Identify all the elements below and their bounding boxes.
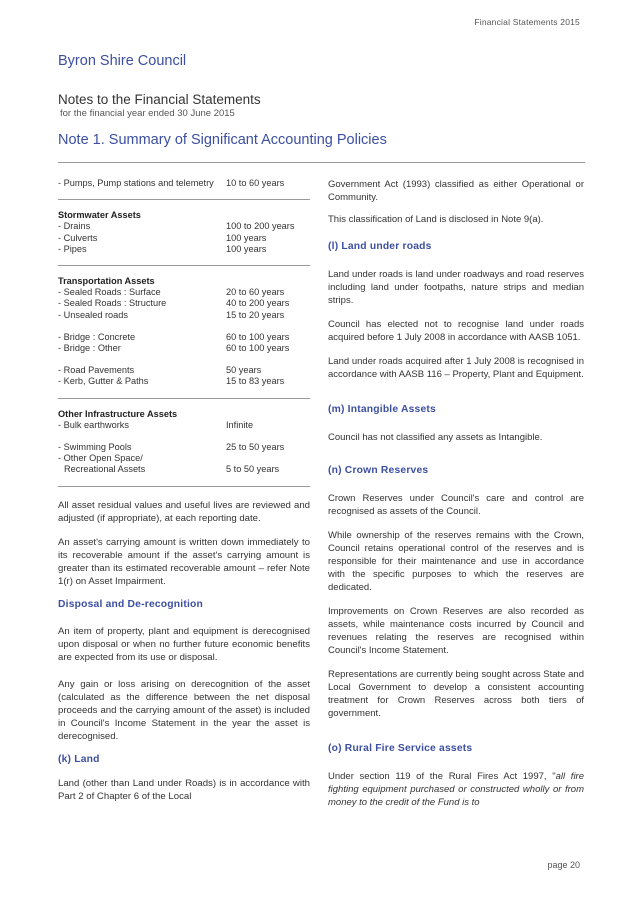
- crown-reserves-heading: (n) Crown Reserves: [328, 465, 429, 476]
- asset-life: 100 years: [226, 232, 267, 243]
- useful-life-row: [58, 442, 310, 453]
- asset-life: Infinite: [226, 419, 254, 430]
- section-divider: [58, 265, 310, 266]
- section-divider: [58, 398, 310, 399]
- note-heading: Note 1. Summary of Significant Accounting Policies: [58, 132, 387, 148]
- transport-heading: Transportation Assets: [58, 276, 155, 287]
- heading-divider: [58, 162, 585, 163]
- asset-label: - Pipes: [58, 243, 87, 254]
- paragraph: An item of property, plant and equipment is derecognised upon disposal or when no further future economic benefits are expected from its use or disposal.: [58, 625, 310, 663]
- disposal-heading: Disposal and De-recognition: [58, 598, 203, 610]
- rural-fire-heading: (o) Rural Fire Service assets: [328, 743, 473, 754]
- section-divider: [58, 486, 310, 487]
- paragraph: Crown Reserves under Council's care and control are recognised as assets of the Council.: [328, 493, 584, 517]
- paragraph: Land (other than Land under Roads) is in accordance with Part 2 of Chapter 6 of the Local: [58, 778, 310, 803]
- notes-subtitle: for the financial year ended 30 June 2015: [60, 108, 235, 119]
- useful-life-row: [58, 464, 310, 475]
- asset-life: 15 to 20 years: [226, 309, 285, 320]
- asset-life: 5 to 50 years: [226, 464, 280, 475]
- asset-label: - Pumps, Pump stations and telemetry: [58, 178, 214, 188]
- asset-label: Recreational Assets: [64, 464, 146, 475]
- paragraph: Government Act (1993) classified as either Operational or Community.: [328, 179, 584, 203]
- useful-life-row: [58, 332, 310, 343]
- asset-label: - Swimming Pools: [58, 442, 132, 453]
- useful-life-row: [58, 343, 310, 354]
- intangible-heading: (m) Intangible Assets: [328, 404, 436, 415]
- land-heading: (k) Land: [58, 753, 100, 765]
- paragraph: Representations are currently being sought across State and Local Government to develop a consistent accounting treatment for Crown Reserves across both tiers of government.: [328, 669, 584, 719]
- land-under-roads-heading: (l) Land under roads: [328, 241, 432, 252]
- paragraph: Council has elected not to recognise land under roads acquired before 1 July 2008 in accordance with AASB 1051.: [328, 319, 584, 343]
- asset-label: - Kerb, Gutter & Paths: [58, 376, 149, 387]
- asset-life: 10 to 60 years: [226, 178, 285, 188]
- asset-life: 40 to 200 years: [226, 298, 290, 309]
- asset-life: 50 years: [226, 365, 262, 376]
- asset-life: 100 to 200 years: [226, 221, 295, 232]
- asset-label: - Culverts: [58, 232, 98, 243]
- useful-life-row: [58, 376, 310, 387]
- asset-life: 60 to 100 years: [226, 331, 290, 342]
- asset-label: - Bulk earthworks: [58, 419, 129, 430]
- right-column: [328, 178, 584, 820]
- asset-life: 100 years: [226, 243, 267, 254]
- other-infrastructure-heading: Other Infrastructure Assets: [58, 408, 178, 419]
- paragraph: While ownership of the reserves remains with the Crown, Council retains operational control of the reserves and is responsible for their maintenance and use in accordance with the specific purposes to which the reserves are dedicated.: [328, 530, 584, 593]
- quoted-text: all fire fighting equipment purchased or constructed wholly or from money to the credit of the Fund is to: [328, 771, 584, 808]
- useful-life-row: [58, 420, 310, 431]
- paragraph: Council has not classified any assets as Intangible.: [328, 432, 543, 443]
- useful-life-row: [58, 233, 310, 244]
- notes-title: Notes to the Financial Statements: [58, 92, 261, 107]
- paragraph: Any gain or loss arising on derecognition of the asset (calculated as the difference between the net disposal proceeds and the carrying amount of the asset) is included in Council's Income Statement in the year the asset is derecognised.: [58, 678, 310, 742]
- running-title: Financial Statements 2015: [474, 17, 580, 27]
- useful-life-row: [58, 244, 310, 255]
- page-number: page 20: [547, 860, 580, 870]
- asset-label: - Sealed Roads : Surface: [58, 287, 161, 298]
- paragraph: An asset's carrying amount is written down immediately to its recoverable amount if the asset's carrying amount is greater than its estimated recoverable amount – refer Note 1(r) on Asset Impairment.: [58, 536, 310, 587]
- useful-life-row: [58, 221, 310, 232]
- section-divider: [58, 199, 310, 200]
- asset-label: - Drains: [58, 221, 91, 232]
- paragraph: Land under roads acquired after 1 July 2008 is recognised in accordance with AASB 116 – Property, Plant and Equipment.: [328, 356, 584, 380]
- paragraph: Improvements on Crown Reserves are also recorded as assets, while maintenance costs incurred by Council and revenues relating the reserves are recognised within Council's Income Statement.: [328, 606, 584, 656]
- stormwater-heading: Stormwater Assets: [58, 210, 141, 221]
- useful-life-row: [58, 298, 310, 309]
- useful-life-row: [58, 287, 310, 298]
- asset-label: - Bridge : Other: [58, 343, 121, 354]
- paragraph: Land under roads is land under roadways and road reserves including land under footpaths, nature strips and median strips.: [328, 269, 584, 306]
- useful-life-row: [58, 310, 310, 321]
- asset-label: - Other Open Space/: [58, 453, 143, 464]
- paragraph: This classification of Land is disclosed in Note 9(a).: [328, 214, 544, 225]
- paragraph: [328, 770, 584, 809]
- paragraph: All asset residual values and useful lives are reviewed and adjusted (if appropriate), at each reporting date.: [58, 499, 310, 524]
- asset-life: 15 to 83 years: [226, 376, 285, 387]
- useful-life-row: [58, 178, 310, 189]
- left-column: [58, 178, 310, 814]
- council-name: Byron Shire Council: [58, 53, 187, 69]
- paragraph-text: Under section 119 of the Rural Fires Act 1997, ": [328, 771, 556, 782]
- asset-label: - Road Pavements: [58, 365, 135, 376]
- asset-label: - Unsealed roads: [58, 309, 128, 320]
- asset-label: - Bridge : Concrete: [58, 331, 136, 342]
- asset-life: 60 to 100 years: [226, 343, 290, 354]
- useful-life-row: [58, 365, 310, 376]
- asset-life: 25 to 50 years: [226, 442, 285, 453]
- asset-label: - Sealed Roads : Structure: [58, 298, 167, 309]
- asset-life: 20 to 60 years: [226, 287, 285, 298]
